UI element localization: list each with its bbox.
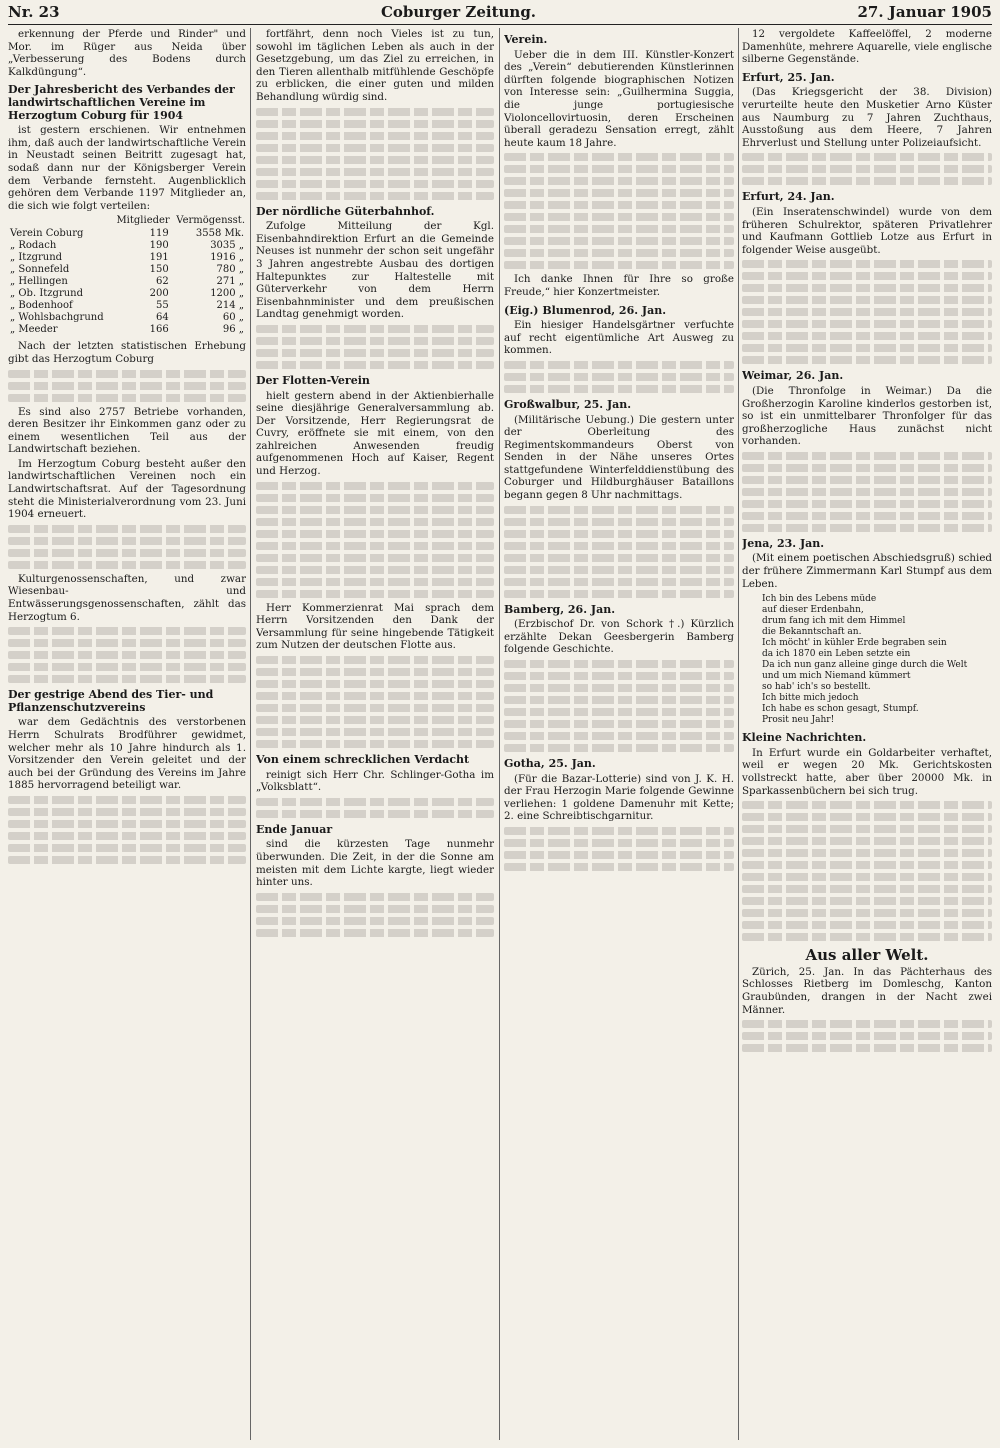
illegible-text — [8, 651, 246, 659]
poem-line: so hab' ich's so bestellt. — [762, 682, 871, 693]
illegible-text — [256, 554, 494, 562]
article-heading: Kleine Nachrichten. — [742, 731, 867, 745]
illegible-text — [742, 1020, 992, 1028]
article-text: (Die Thronfolge in Weimar.) Da die Großherzogin Karoline kinderlos gestorben ist, so ist ein unmittelbarer Thronfolger für das großherzogliche Haus zunächst nicht vorhanden. — [742, 384, 992, 448]
illegible-text — [504, 863, 734, 871]
table-cell: „ Bodenhoof — [10, 300, 73, 312]
article-text: (Militärische Uebung.) Die gestern unter der Oberleitung des Regimentskommandeurs Oberst von Senden in der Nähe unseres Ortes stattgefundene Winterfelddienstübung des Coburger und Hildburghäuser Bataillons begann gegen 8 Uhr nachmittags. — [504, 413, 734, 502]
illegible-text — [256, 740, 494, 748]
illegible-text — [742, 873, 992, 881]
illegible-text — [8, 675, 246, 683]
illegible-text — [256, 120, 494, 128]
illegible-text — [742, 284, 992, 292]
issue-date: 27. Januar 1905 — [857, 3, 992, 21]
illegible-text — [742, 524, 992, 532]
poem-line: Prosit neu Jahr! — [762, 715, 835, 726]
paper-name: Coburger Zeitung. — [380, 3, 537, 21]
article-text: erkennung der Pferde und Rinder" und Mor. im Rüger aus Neida über „Verbesserung des Bodens durch Kalkdüngung“. — [8, 28, 246, 78]
column-divider — [250, 28, 251, 1440]
illegible-text — [504, 708, 734, 716]
illegible-text — [742, 165, 992, 173]
poem-line: Ich bitte mich jedoch — [762, 693, 859, 704]
illegible-text — [256, 325, 494, 333]
illegible-text — [256, 566, 494, 574]
illegible-text — [742, 861, 992, 869]
table-cell: 55 — [155, 300, 169, 312]
illegible-text — [742, 921, 992, 929]
illegible-text — [8, 394, 246, 402]
illegible-text — [8, 820, 246, 828]
illegible-text — [256, 506, 494, 514]
article-heading: Von einem schrecklichen Verdacht — [256, 753, 470, 767]
table-cell: 191 — [149, 252, 169, 264]
illegible-text — [504, 506, 734, 514]
table-cell: „ Rodach — [10, 240, 57, 252]
table-row — [8, 252, 246, 264]
illegible-text — [504, 201, 734, 209]
article-text: Ich danke Ihnen für Ihre so große Freude,“ hier Konzertmeister. — [504, 273, 734, 298]
illegible-text — [504, 554, 734, 562]
table-cell: 214 „ — [216, 300, 244, 312]
illegible-text — [256, 728, 494, 736]
article-heading: Gotha, 25. Jan. — [504, 757, 596, 771]
article-text: Zufolge Mitteilung der Kgl. Eisenbahndirektion Erfurt an die Gemeinde Neuses ist nunmehr der schon seit ungefähr 3 Jahren angestrebte Ausbau des dortigen Haltepunktes zur Haltestelle mit Güterverkehr von dem Herrn Eisenbahnminister und dem preußischen Landtag genehmigt worden. — [256, 220, 494, 321]
illegible-text — [8, 525, 246, 533]
illegible-text — [742, 320, 992, 328]
illegible-text — [742, 344, 992, 352]
illegible-text — [8, 561, 246, 569]
illegible-text — [256, 656, 494, 664]
illegible-text — [256, 692, 494, 700]
table-cell: 780 „ — [216, 264, 244, 276]
illegible-text — [504, 684, 734, 692]
article-text: Herr Kommerzienrat Mai sprach dem Herrn Vorsitzenden den Dank der Versammlung für seine hingebende Tätigkeit zum Nutzen der deutschen Flotte aus. — [256, 601, 494, 652]
poem — [762, 594, 992, 726]
illegible-text — [504, 225, 734, 233]
article-text: (Für die Bazar-Lotterie) sind von J. K. H. der Frau Herzogin Marie folgende Gewinne verliehen: 1 goldene Damenuhr mit Kette; 2. eine Schreibtischgarnitur. — [504, 772, 734, 823]
illegible-text — [742, 825, 992, 833]
table-cell: 96 „ — [222, 324, 244, 336]
table-row — [8, 240, 246, 252]
table-cell: 3558 Mk. — [195, 228, 244, 240]
article-heading: Der nördliche Güterbahnhof. — [256, 204, 435, 218]
illegible-text — [256, 530, 494, 538]
illegible-text — [504, 566, 734, 574]
illegible-text — [256, 518, 494, 526]
article-heading: Erfurt, 25. Jan. — [742, 70, 835, 84]
illegible-text — [256, 590, 494, 598]
illegible-text — [256, 108, 494, 116]
poem-line: auf dieser Erdenbahn, — [762, 605, 864, 616]
table-cell: 1200 „ — [210, 288, 244, 300]
section-heading: Aus aller Welt. — [805, 946, 929, 965]
illegible-text — [8, 844, 246, 852]
article-text: ist gestern erschienen. Wir entnehmen ihm, daß auch der landwirtschaftliche Verein in Neustadt seinen Beitritt zugesagt hat, sodaß dann nur der Königsberger Verein dem Verbande fernsteht. Augenblicklich gehören dem Verbande 1197 Mitglieder an, die sich wie folgt verteilen: — [8, 124, 246, 212]
article-text: (Das Kriegsgericht der 38. Division) verurteilte heute den Musketier Arno Küster aus Naumburg zu 7 Jahren Zuchthaus, Ausstoßung aus dem Heere, 7 Jahren Ehrverlust und Stellung unter Polizeiaufsicht. — [742, 86, 992, 149]
table-cell: 271 „ — [216, 276, 244, 288]
illegible-text — [8, 382, 246, 390]
illegible-text — [504, 153, 734, 161]
table-row — [8, 264, 246, 276]
illegible-text — [742, 1044, 992, 1052]
illegible-text — [256, 132, 494, 140]
illegible-text — [256, 929, 494, 937]
illegible-text — [742, 849, 992, 857]
illegible-text — [8, 856, 246, 864]
illegible-text — [256, 156, 494, 164]
article-heading: (Eig.) Blumenrod, 26. Jan. — [504, 303, 667, 317]
illegible-text — [504, 720, 734, 728]
illegible-text — [742, 452, 992, 460]
article-text: 12 vergoldete Kaffeelöffel, 2 moderne Damenhüte, mehrere Aquarelle, viele englische silberne Gegenstände. — [742, 28, 992, 66]
illegible-text — [256, 917, 494, 925]
illegible-text — [8, 537, 246, 545]
illegible-text — [8, 370, 246, 378]
table-header-cell — [8, 214, 112, 228]
illegible-text — [742, 801, 992, 809]
illegible-text — [504, 177, 734, 185]
illegible-text — [256, 905, 494, 913]
illegible-text — [742, 476, 992, 484]
illegible-text — [504, 373, 734, 381]
article-heading: Der gestrige Abend des Tier- und Pflanzenschutzvereins — [8, 688, 214, 714]
article-text: Nach der letzten statistischen Erhebung gibt das Herzogtum Coburg — [8, 340, 246, 365]
illegible-text — [504, 385, 734, 393]
poem-line: Ich möcht' in kühler Erde begraben sein — [762, 638, 947, 649]
illegible-text — [504, 361, 734, 369]
table-cell: „ Itzgrund — [10, 252, 63, 264]
table-row — [8, 312, 246, 324]
article-heading: Verein. — [504, 33, 548, 46]
table-cell: 64 — [155, 312, 169, 324]
table-cell: 119 — [149, 228, 169, 240]
illegible-text — [8, 627, 246, 635]
article-heading: Jena, 23. Jan. — [742, 536, 825, 550]
table-header-cell: Vermögensst. — [176, 215, 245, 227]
illegible-text — [504, 249, 734, 257]
article-text: war dem Gedächtnis des verstorbenen Herrn Schulrats Brodführer gewidmet, welcher mehr als 10 Jahre hindurch als 1. Vorsitzender den Verein geleitet und der auch bei der Gründung des Vereins im Jahre 1885 hervorragend beteiligt war. — [8, 716, 246, 792]
illegible-text — [256, 668, 494, 676]
illegible-text — [504, 851, 734, 859]
issue-number: Nr. 23 — [8, 3, 60, 21]
illegible-text — [8, 832, 246, 840]
article-text: In Erfurt wurde ein Goldarbeiter verhaftet, weil er wegen 20 Mk. Gerichtskosten vollstreckt hatte, aber über 20000 Mk. in Sparkassenbüchern bei sich trug. — [742, 746, 992, 797]
table-cell: 60 „ — [222, 312, 244, 324]
illegible-text — [256, 494, 494, 502]
illegible-text — [504, 827, 734, 835]
illegible-text — [256, 144, 494, 152]
illegible-text — [256, 482, 494, 490]
table-row — [8, 288, 246, 300]
table-cell: „ Meeder — [10, 324, 58, 336]
illegible-text — [256, 893, 494, 901]
article-text: (Mit einem poetischen Abschiedsgruß) schied der frühere Zimmermann Karl Stumpf aus dem Leben. — [742, 552, 992, 590]
masthead — [8, 0, 992, 25]
article-heading: Der Flotten-Verein — [256, 373, 370, 387]
article-text: hielt gestern abend in der Aktienbierhalle seine diesjährige Generalversammlung ab. Der Vorsitzende, Herr Regierungsrat de Cuvry, eröffnete sie mit einem, von den zahlreichen Anwesenden freudig aufgenommenen Hoch auf Kaiser, Regent und Herzog. — [256, 389, 494, 478]
members-table — [8, 214, 246, 336]
table-cell: „ Wohlsbachgrund — [10, 312, 104, 324]
illegible-text — [504, 189, 734, 197]
article-heading: Großwalbur, 25. Jan. — [504, 397, 632, 411]
illegible-text — [256, 542, 494, 550]
illegible-text — [504, 261, 734, 269]
article-text: Zürich, 25. Jan. In das Pächterhaus des Schlosses Rietberg im Domleschg, Kanton Graubünden, drangen in der Nacht zwei Männer. — [742, 965, 992, 1016]
table-cell: 3035 „ — [210, 240, 244, 252]
illegible-text — [504, 213, 734, 221]
illegible-text — [8, 663, 246, 671]
illegible-text — [504, 672, 734, 680]
illegible-text — [256, 192, 494, 200]
table-cell: „ Ob. Itzgrund — [10, 288, 84, 300]
illegible-text — [504, 518, 734, 526]
table-header-row — [8, 214, 246, 228]
poem-line: Da ich nun ganz alleine ginge durch die Welt — [762, 660, 968, 671]
illegible-text — [8, 796, 246, 804]
illegible-text — [256, 810, 494, 818]
illegible-text — [742, 332, 992, 340]
illegible-text — [742, 464, 992, 472]
poem-line: drum fang ich mit dem Himmel — [762, 616, 906, 627]
article-heading: Bamberg, 26. Jan. — [504, 602, 616, 616]
column-3 — [504, 28, 734, 1440]
article-heading: Weimar, 26. Jan. — [742, 369, 844, 383]
article-heading: Der Jahresbericht des Verbandes der landwirtschaftlichen Vereine im Herzogtum Coburg für 1904 — [8, 83, 235, 122]
poem-line: Ich habe es schon gesagt, Stumpf. — [762, 704, 919, 715]
illegible-text — [742, 177, 992, 185]
table-cell: 1916 „ — [210, 252, 244, 264]
illegible-text — [256, 578, 494, 586]
illegible-text — [256, 798, 494, 806]
illegible-text — [256, 361, 494, 369]
illegible-text — [504, 578, 734, 586]
illegible-text — [256, 349, 494, 357]
illegible-text — [504, 590, 734, 598]
column-4 — [742, 28, 992, 1440]
article-text: Im Herzogtum Coburg besteht außer den landwirtschaftlichen Vereinen noch ein Landwirtschaftsrat. Auf der Tagesordnung steht die Ministerialverordnung vom 23. Juni 1904 erneuert. — [8, 457, 246, 521]
illegible-text — [742, 813, 992, 821]
illegible-text — [504, 542, 734, 550]
article-text: Ein hiesiger Handelsgärtner verfuchte auf recht eigentümliche Art Ausweg zu kommen. — [504, 319, 734, 357]
poem-line: da ich 1870 ein Leben setzte ein — [762, 649, 911, 660]
illegible-text — [742, 500, 992, 508]
illegible-text — [742, 356, 992, 364]
illegible-text — [742, 933, 992, 941]
illegible-text — [742, 1032, 992, 1040]
illegible-text — [742, 909, 992, 917]
article-heading: Erfurt, 24. Jan. — [742, 190, 835, 204]
column-divider — [738, 28, 739, 1440]
article-text: (Erzbischof Dr. von Schork †.) Kürzlich erzählte Dekan Geesbergerin Bamberg folgende Geschichte. — [504, 618, 734, 656]
illegible-text — [742, 512, 992, 520]
table-header-cell: Mitglieder — [116, 215, 170, 227]
illegible-text — [504, 660, 734, 668]
table-cell: 150 — [149, 264, 169, 276]
column-2 — [256, 28, 494, 1440]
illegible-text — [256, 680, 494, 688]
illegible-text — [504, 237, 734, 245]
illegible-text — [8, 808, 246, 816]
illegible-text — [504, 165, 734, 173]
table-cell: 200 — [149, 288, 169, 300]
table-cell: „ Sonnefeld — [10, 264, 70, 276]
illegible-text — [8, 549, 246, 557]
illegible-text — [504, 744, 734, 752]
table-cell: 166 — [149, 324, 169, 336]
illegible-text — [504, 696, 734, 704]
table-cell: 190 — [149, 240, 169, 252]
illegible-text — [256, 180, 494, 188]
illegible-text — [742, 272, 992, 280]
illegible-text — [742, 153, 992, 161]
table-cell: „ Hellingen — [10, 276, 68, 288]
article-text: Es sind also 2757 Betriebe vorhanden, deren Besitzer ihr Einkommen ganz oder zu einem wesentlichen Teil aus der Landwirtschaft beziehen. — [8, 405, 246, 456]
article-text: sind die kürzesten Tage nunmehr überwunden. Die Zeit, in der die Sonne am meisten mit dem Lichte kargte, liegt wieder hinter uns. — [256, 838, 494, 889]
table-row — [8, 276, 246, 288]
illegible-text — [504, 732, 734, 740]
table-cell: 62 — [155, 276, 169, 288]
illegible-text — [504, 530, 734, 538]
poem-line: die Bekanntschaft an. — [762, 627, 862, 638]
illegible-text — [504, 839, 734, 847]
article-text: Kulturgenossenschaften, und zwar Wiesenbau- und Entwässerungsgenossenschaften, zählt das Herzogtum 6. — [8, 572, 246, 623]
illegible-text — [256, 716, 494, 724]
illegible-text — [8, 639, 246, 647]
illegible-text — [742, 837, 992, 845]
illegible-text — [742, 260, 992, 268]
illegible-text — [742, 897, 992, 905]
illegible-text — [742, 488, 992, 496]
article-text: fortfährt, denn noch Vieles ist zu tun, sowohl im täglichen Leben als auch in der Gesetzgebung, um das Ziel zu erreichen, in den Tieren allenthalb mitfühlende Geschöpfe zu erblicken, die einer guten und milden Behandlung würdig sind. — [256, 28, 494, 103]
column-divider — [499, 28, 500, 1440]
poem-line: Ich bin des Lebens müde — [762, 594, 877, 605]
illegible-text — [256, 704, 494, 712]
table-row — [8, 324, 246, 336]
illegible-text — [256, 337, 494, 345]
column-1 — [8, 28, 246, 1440]
article-heading: Ende Januar — [256, 822, 333, 836]
illegible-text — [742, 885, 992, 893]
poem-line: und um mich Niemand kümmert — [762, 671, 911, 682]
table-row — [8, 228, 246, 240]
table-cell: Verein Coburg — [10, 228, 84, 240]
illegible-text — [742, 296, 992, 304]
article-text: (Ein Inseratenschwindel) wurde von dem früheren Schulrektor, späteren Privatlehrer und Kaufmann Gottlieb Lotze aus Erfurt in folgender Weise ausgeübt. — [742, 205, 992, 256]
table-row — [8, 300, 246, 312]
article-text: Ueber die in dem III. Künstler-Konzert des „Verein“ debutierenden Künstlerinnen dürften folgende biographischen Notizen von Interesse sein: „Guilhermina Suggia, die junge portugiesische Violoncellovirtuosin, deren Erscheinen überall geradezu Sensation erregt, zählt heute kaum 18 Jahre. — [504, 48, 734, 149]
article-text: reinigt sich Herr Chr. Schlinger-Gotha im „Volksblatt“. — [256, 768, 494, 794]
illegible-text — [742, 308, 992, 316]
illegible-text — [256, 168, 494, 176]
